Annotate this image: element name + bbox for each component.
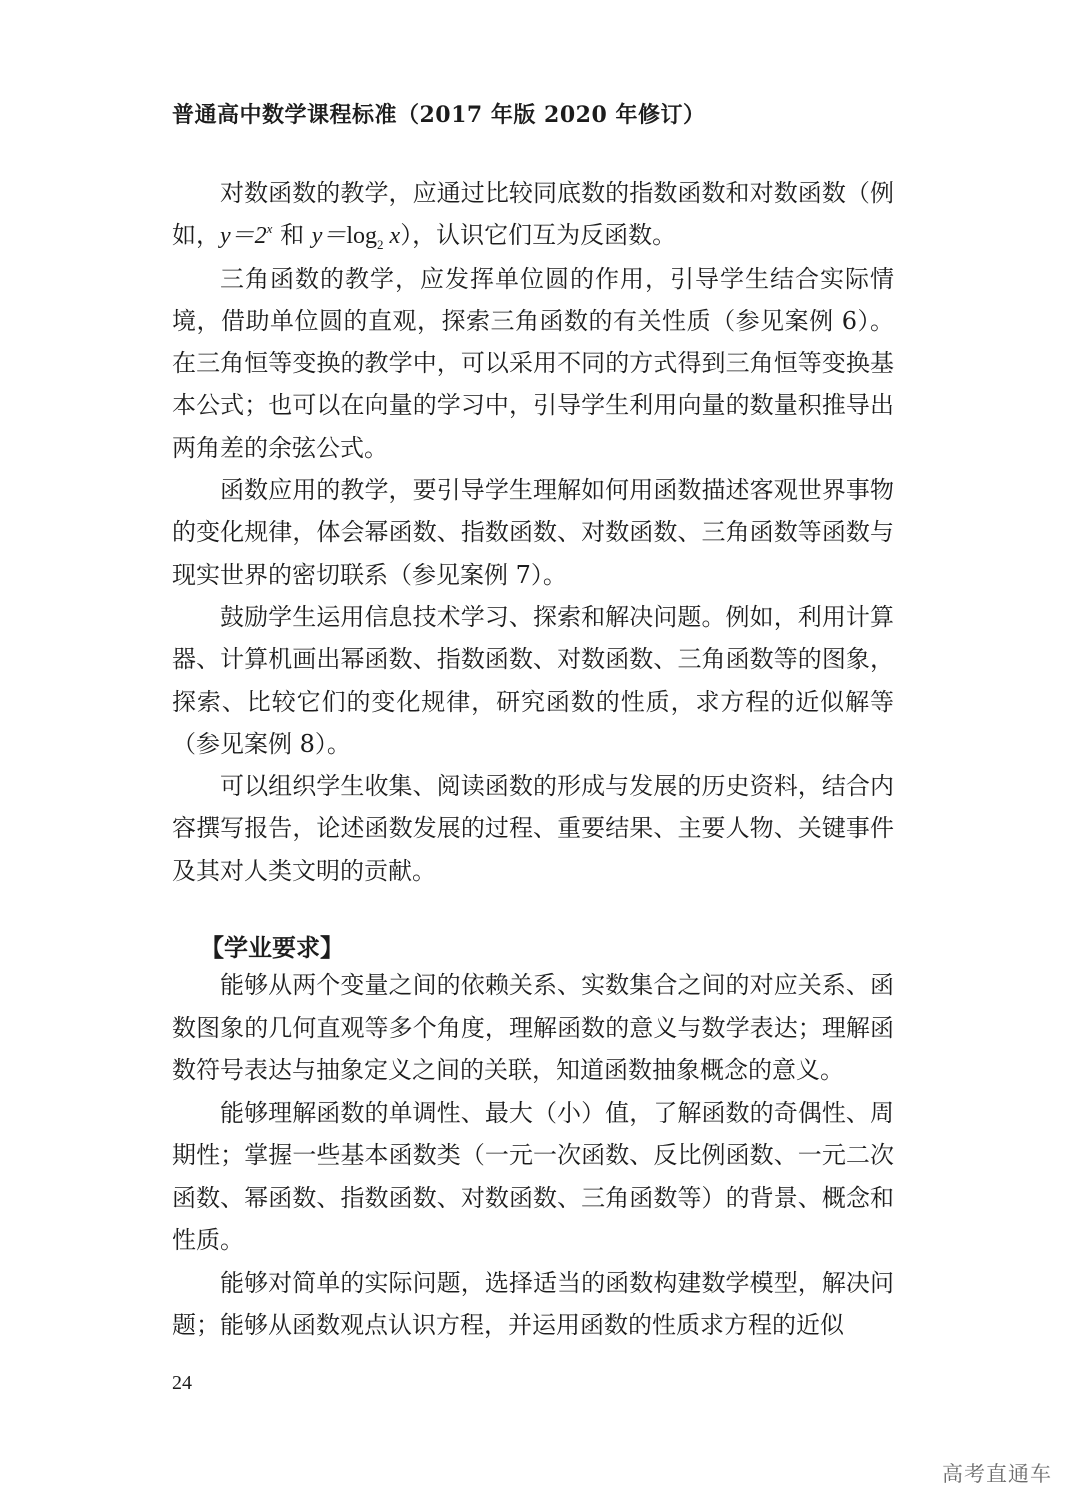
page-number: 24 bbox=[172, 1372, 192, 1394]
paragraph-information-technology: 鼓励学生运用信息技术学习、探索和解决问题。例如，利用计算器、计算机画出幂函数、指数函数、对数函数、三角函数等的图象，探索、比较它们的变化规律，研究函数的性质，求方程的近似解等（参见案例 8）。 bbox=[172, 602, 894, 758]
paragraph-trigonometry: 三角函数的教学，应发挥单位圆的作用，引导学生结合实际情境，借助单位圆的直观，探索三角函数的有关性质（参见案例 6）。在三角恒等变换的教学中，可以采用不同的方式得到三角恒等变换基本公式；也可以在向量的学习中，引导学生利用向量的数量积推导出两角差的余弦公式。 bbox=[172, 264, 894, 462]
section-heading: 【学业要求】 bbox=[200, 933, 344, 962]
formula-logarithm: $y=\log_2$ x bbox=[311, 223, 401, 253]
running-header: 普通高中数学课程标准（2017 年版 2020 年修订） bbox=[172, 102, 706, 128]
paragraph-logarithm: 对数函数的教学，应通过比较同底数的指数函数和对数函数（例如，$y=2^x$ 和 $y=\log_2$ x），认识它们互为反函数。 bbox=[172, 179, 894, 253]
paragraph-requirement-1: 能够从两个变量之间的依赖关系、实数集合之间的对应关系、函数图象的几何直观等多个角度，理解函数的意义与数学表达；理解函数符号表达与抽象定义之间的关联，知道函数抽象概念的意义。 bbox=[172, 971, 894, 1084]
paragraph-requirement-2: 能够理解函数的单调性、最大（小）值，了解函数的奇偶性、周期性；掌握一些基本函数类（一元一次函数、反比例函数、一元二次函数、幂函数、指数函数、对数函数、三角函数等）的背景、概念和性质。 bbox=[172, 1098, 894, 1254]
formula-exponential: $y=2^x$ bbox=[220, 221, 273, 250]
paragraph-requirement-3: 能够对简单的实际问题，选择适当的函数构建数学模型，解决问题；能够从函数观点认识方程，并运用函数的性质求方程的近似 bbox=[172, 1268, 894, 1339]
main-text bbox=[172, 172, 894, 892]
paragraph-history: 可以组织学生收集、阅读函数的形成与发展的历史资料，结合内容撰写报告，论述函数发展的过程、重要结果、主要人物、关键事件及其对人类文明的贡献。 bbox=[172, 772, 894, 885]
academic-requirements-text bbox=[172, 964, 894, 1347]
watermark: 高考直通车 bbox=[942, 1462, 1052, 1486]
paragraph-function-application: 函数应用的教学，要引导学生理解如何用函数描述客观世界事物的变化规律，体会幂函数、指数函数、对数函数、三角函数等函数与现实世界的密切联系（参见案例 7）。 bbox=[172, 476, 894, 589]
